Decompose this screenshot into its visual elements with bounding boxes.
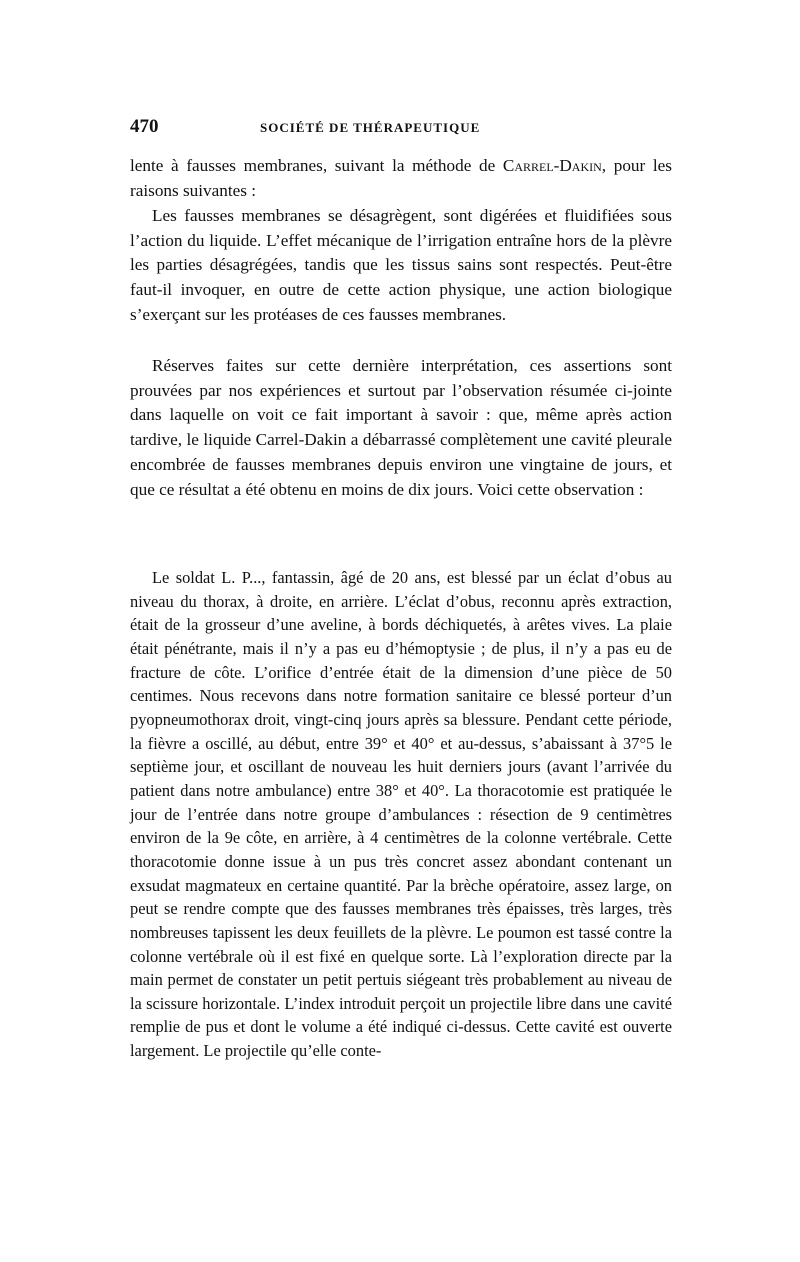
author-name: Carrel-Dakin (502, 156, 602, 175)
paragraph-observation: Le soldat L. P..., fantassin, âgé de 20 ans, est blessé par un éclat d’obus au niveau du thorax, à droite, en arrière. L’éclat d’obus, reconnu après extraction, était de la grosseur d’une aveline, à bords déchiquetés, à arêtes vives. La plaie était pénétrante, mais il n’y a pas eu d’hémoptysie ; de plus, il n’y a pas eu de fracture de côte. L’orifice d’entrée était de la dimension d’une pièce de 50 centimes. Nous recevons dans notre formation sanitaire ce blessé porteur d’un pyopneumothorax droit, vingt-cinq jours après sa blessure. Pendant cette période, la fièvre a oscillé, au début, entre 39° et 40° et au-dessus, s’abaissant à 37°5 le septième jour, et oscillant de nouveau les huit derniers jours (avant l’arrivée du patient dans notre ambulance) entre 38° et 40°. La thoracotomie est pratiquée le jour de l’entrée dans notre groupe d’ambulances : résection de 9 centimètres environ de la 9e côte, en arrière, à 4 centimètres de la colonne vertébrale. Cette thoracotomie donne issue à un pus très concret assez abondant contenant un exsudat magmateux en certaine quantité. Par la brèche opératoire, assez large, on peut se rendre compte que des fausses membranes très épaisses, très larges, très nombreuses tapissent les deux feuillets de la plèvre. Le poumon est tassé contre la colonne vertébrale où il est fixé en quelque sorte. Là l’exploration directe par la main permet de constater un petit pertuis siégeant très probablement au niveau de la scissure horizontale. L’index introduit perçoit un projectile libre dans une cavité remplie de pus et dont le volume a été indiqué ci-dessus. Cette cavité est ouverte largement. Le projectile qu’elle conte- (130, 568, 672, 1061)
running-title: SOCIÉTÉ DE THÉRAPEUTIQUE (260, 120, 481, 135)
page-header (130, 116, 670, 146)
paragraph-fausses-membranes: Les fausses membranes se désagrègent, sont digérées et fluidifiées sous l’action du liquide. L’effet mécanique de l’irrigation entraîne hors de la plèvre les parties désagrégées, tandis que les tissus sains sont respectés. Peut-être faut-il invoquer, en outre de cette action physique, une action biologique s’exerçant sur les protéases de ces fausses membranes. (130, 206, 672, 324)
paragraph-text: lente à fausses membranes, suivant la méthode de (130, 156, 503, 175)
paragraph-reserves: Réserves faites sur cette dernière interprétation, ces assertions sont prouvées par nos expériences et surtout par l’observation résumée ci-jointe dans laquelle on voit ce fait important à savoir : que, même après action tardive, le liquide Carrel-Dakin a débarrassé complètement une cavité pleurale encombrée de fausses membranes depuis environ une vingtaine de jours, et que ce résultat a été obtenu en moins de dix jours. Voici cette observation : (130, 356, 672, 499)
paragraph-text: , pour les raisons suivantes : (130, 156, 672, 200)
page-number: 470 (130, 116, 159, 137)
paragraph-continuation (130, 154, 672, 203)
